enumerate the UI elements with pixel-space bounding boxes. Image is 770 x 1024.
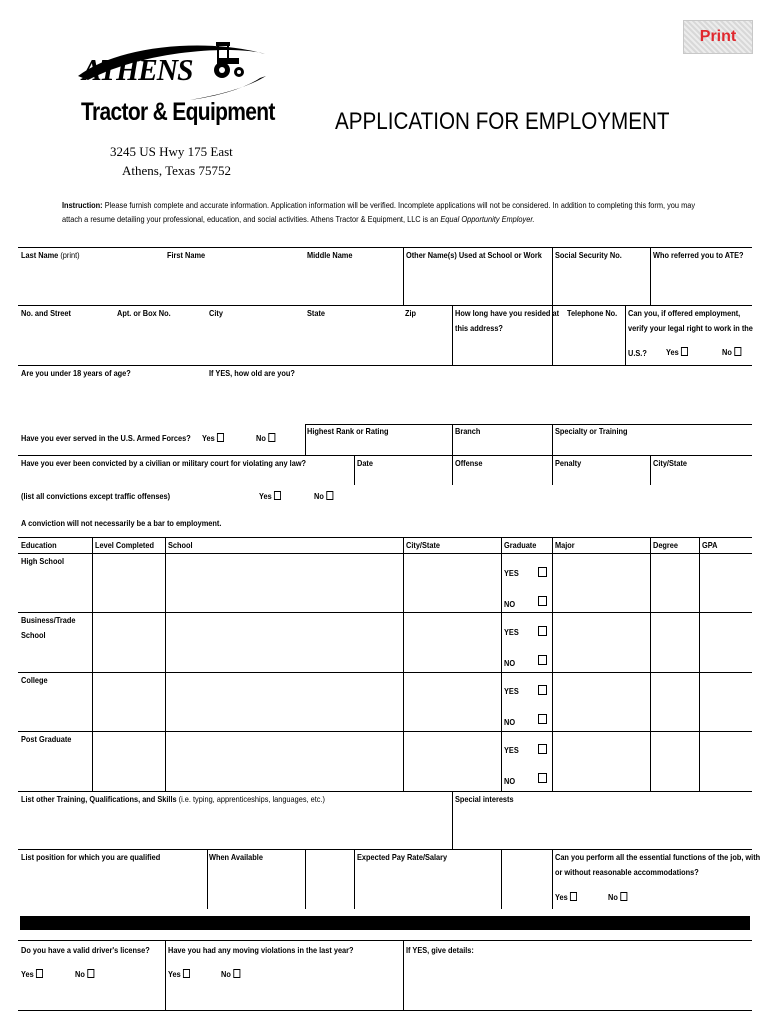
- military-yes[interactable]: Yes: [202, 433, 224, 444]
- how-long-label-2: this address?: [455, 323, 503, 333]
- edu-header-graduate: Graduate: [504, 540, 537, 550]
- edu-header-major: Major: [555, 540, 575, 550]
- checkbox-icon[interactable]: [538, 773, 547, 783]
- edu-grad-yes: YES: [504, 686, 519, 696]
- verify-label-2: verify your legal right to work in the: [628, 323, 753, 333]
- violations-no[interactable]: No: [221, 969, 241, 980]
- company-name: Tractor & Equipment: [81, 98, 275, 126]
- specialty-label: Specialty or Training: [555, 426, 628, 436]
- military-label: Have you ever served in the U.S. Armed Forces?: [21, 433, 191, 443]
- checkbox-icon: [681, 347, 688, 356]
- edu-grad-yes: YES: [504, 745, 519, 755]
- conviction-penalty-label: Penalty: [555, 458, 582, 468]
- apt-label: Apt. or Box No.: [117, 308, 171, 318]
- essential-label-2: or without reasonable accommodations?: [555, 867, 699, 877]
- street-label: No. and Street: [21, 308, 71, 318]
- checkbox-icon[interactable]: [538, 685, 547, 695]
- how-old-label: If YES, how old are you?: [209, 368, 295, 378]
- essential-no[interactable]: No: [608, 892, 628, 903]
- edu-grad-no: NO: [504, 776, 516, 786]
- edu-row-business-2: School: [21, 630, 46, 640]
- section-divider-bar: [20, 916, 750, 930]
- checkbox-icon: [87, 969, 94, 978]
- violations-yes[interactable]: Yes: [168, 969, 190, 980]
- license-no[interactable]: No: [75, 969, 95, 980]
- zip-label: Zip: [405, 308, 417, 318]
- checkbox-icon: [233, 969, 240, 978]
- checkbox-icon[interactable]: [538, 744, 547, 754]
- violations-label: Have you had any moving violations in the last year?: [168, 945, 354, 955]
- conviction-question: Have you ever been convicted by a civilian or military court for violating any law?: [21, 458, 307, 468]
- rank-label: Highest Rank or Rating: [307, 426, 389, 436]
- details-label: If YES, give details:: [406, 945, 474, 955]
- city-label: City: [209, 308, 223, 318]
- checkbox-icon: [268, 433, 275, 442]
- military-no[interactable]: No: [256, 433, 276, 444]
- under18-label: Are you under 18 years of age?: [21, 368, 131, 378]
- edu-row-high-school: High School: [21, 556, 64, 566]
- interests-label: Special interests: [455, 794, 514, 804]
- license-yes[interactable]: Yes: [21, 969, 43, 980]
- tractor-icon: [214, 42, 244, 78]
- conviction-yes[interactable]: Yes: [259, 491, 281, 502]
- other-names-label: Other Name(s) Used at School or Work: [406, 250, 542, 260]
- checkbox-icon[interactable]: [538, 596, 547, 606]
- checkbox-icon: [36, 969, 43, 978]
- when-available-label: When Available: [209, 852, 263, 862]
- edu-grad-yes: YES: [504, 627, 519, 637]
- referred-label: Who referred you to ATE?: [653, 250, 744, 260]
- edu-header-gpa: GPA: [702, 540, 718, 550]
- checkbox-icon: [274, 491, 281, 500]
- first-name-label: First Name: [167, 250, 206, 260]
- edu-row-business-1: Business/Trade: [21, 615, 76, 625]
- edu-grad-yes: YES: [504, 568, 519, 578]
- edu-header-level: Level Completed: [95, 540, 154, 550]
- checkbox-icon[interactable]: [538, 655, 547, 665]
- edu-header-school: School: [168, 540, 193, 550]
- pay-label: Expected Pay Rate/Salary: [357, 852, 448, 862]
- conviction-list-note: (list all convictions except traffic offenses): [21, 491, 171, 501]
- conviction-date-label: Date: [357, 458, 373, 468]
- checkbox-icon: [183, 969, 190, 978]
- verify-label-1: Can you, if offered employment,: [628, 308, 741, 318]
- how-long-label-1: How long have you resided at: [455, 308, 560, 318]
- checkbox-icon[interactable]: [538, 714, 547, 724]
- state-label: State: [307, 308, 326, 318]
- last-name-label: Last Name (print): [21, 250, 80, 260]
- conviction-no[interactable]: No: [314, 491, 334, 502]
- checkbox-icon: [217, 433, 224, 442]
- edu-header-degree: Degree: [653, 540, 678, 550]
- checkbox-icon: [734, 347, 741, 356]
- position-label: List position for which you are qualified: [21, 852, 161, 862]
- edu-row-post-graduate: Post Graduate: [21, 734, 72, 744]
- address-line-1: 3245 US Hwy 175 East: [110, 144, 233, 159]
- checkbox-icon[interactable]: [538, 567, 547, 577]
- address-line-2: Athens, Texas 75752: [122, 163, 231, 178]
- verify-no[interactable]: No: [722, 347, 742, 358]
- conviction-bar-note: A conviction will not necessarily be a bar to employment.: [21, 518, 222, 528]
- edu-grad-no: NO: [504, 599, 516, 609]
- print-button[interactable]: Print: [683, 20, 753, 54]
- middle-name-label: Middle Name: [307, 250, 353, 260]
- license-label: Do you have a valid driver's license?: [21, 945, 150, 955]
- checkbox-icon[interactable]: [538, 626, 547, 636]
- ssn-label: Social Security No.: [555, 250, 622, 260]
- checkbox-icon: [570, 892, 577, 901]
- training-label: List other Training, Qualifications, and Skills (i.e. typing, apprenticeships, languages, etc.): [21, 794, 325, 804]
- document-title: APPLICATION FOR EMPLOYMENT: [335, 108, 670, 135]
- edu-header-city: City/State: [406, 540, 441, 550]
- verify-yes[interactable]: Yes: [666, 347, 688, 358]
- edu-row-college: College: [21, 675, 48, 685]
- conviction-offense-label: Offense: [455, 458, 483, 468]
- branch-label: Branch: [455, 426, 481, 436]
- instruction-text: Instruction: Please furnish complete and accurate information. Application information will be verified. Incomplete applications will not be considered. In addition to completing this form, you may attach a resume detailing your professional, education, and social activities. Athens Tractor & Equipment, LLC is an Equal Opportunity Employer.: [62, 200, 696, 224]
- conviction-city-label: City/State: [653, 458, 688, 468]
- edu-grad-no: NO: [504, 658, 516, 668]
- verify-label-3: U.S.?: [628, 348, 647, 358]
- checkbox-icon: [620, 892, 627, 901]
- edu-grad-no: NO: [504, 717, 516, 727]
- edu-header-education: Education: [21, 540, 57, 550]
- essential-yes[interactable]: Yes: [555, 892, 577, 903]
- telephone-label: Telephone No.: [567, 308, 618, 318]
- logo-wordmark: ATHENS: [82, 52, 193, 87]
- checkbox-icon: [326, 491, 333, 500]
- essential-label-1: Can you perform all the essential functions of the job, with: [555, 852, 761, 862]
